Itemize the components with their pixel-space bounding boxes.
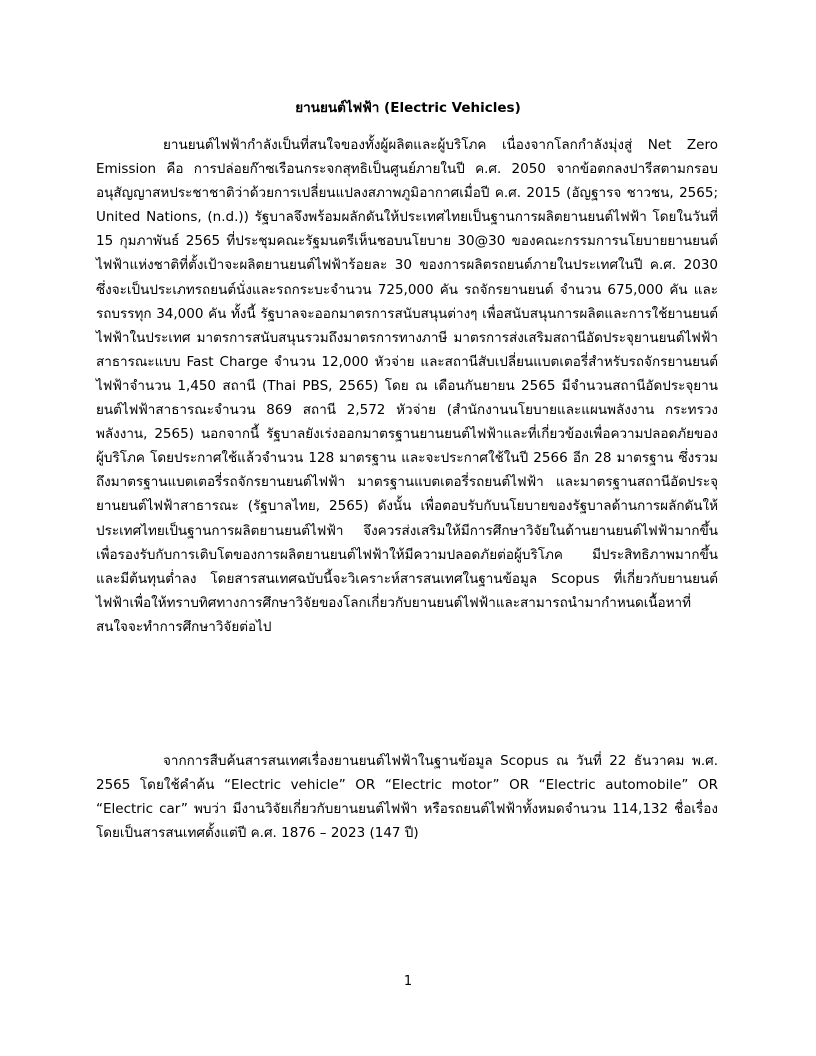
page-number: 1 — [403, 974, 413, 989]
body-paragraph-intro: ยานยนต์ไฟฟ้ากำลังเป็นที่สนใจของทั้งผู้ผลิตและผู้บริโภค เนื่องจากโลกกำลังมุ่งสู่ Net Zero Emission คือ การปล่อยก๊าซเรือนกระจกสุทธิเป็นศูนย์ภายในปี ค.ศ. 2050 จากข้อตกลงปารีสตามกรอบอนุสัญญาสหประชาชาติว่าด้วยการเปลี่ยนแปลงสภาพภูมิอากาศเมื่อปี ค.ศ. 2015 (อัญฐารจ ชาวชน, 2565; United Nations, (n.d.)) รัฐบาลจึงพร้อมผลักดันให้ประเทศไทยเป็นฐานการผลิตยานยนต์ไฟฟ้า โดยในวันที่ 15 กุมภาพันธ์ 2565 ที่ประชุมคณะรัฐมนตรีเห็นชอบนโยบาย 30@30 ของคณะกรรมการนโยบายยานยนต์ไฟฟ้าแห่งชาติที่ตั้งเป้าจะผลิตยานยนต์ไฟฟ้าร้อยละ 30 ของการผลิตรถยนต์ภายในประเทศในปี ค.ศ. 2030 ซึ่งจะเป็นประเภทรถยนต์นั่งและรถกระบะจำนวน 725,000 คัน รถจักรยานยนต์ จำนวน 675,000 คัน และรถบรรทุก 34,000 คัน ทั้งนี้ รัฐบาลจะออกมาตรการสนับสนุนต่างๆ เพื่อสนับสนุนการผลิตและการใช้ยานยนต์ไฟฟ้าในประเทศ มาตรการสนับสนุนรวมถึงมาตรการทางภาษี มาตรการส่งเสริมสถานีอัดประจุยานยนต์ไฟฟ้าสาธารณะแบบ Fast Charge จำนวน 12,000 หัวจ่าย และสถานีสับเปลี่ยนแบตเตอรี่สำหรับรถจักรยานยนต์ไฟฟ้าจำนวน 1,450 สถานี (Thai PBS, 2565) โดย ณ เดือนกันยายน 2565 มีจำนวนสถานีอัดประจุยานยนต์ไฟฟ้าสาธารณะจำนวน 869 สถานี 2,572 หัวจ่าย (สำนักงานนโยบายและแผนพลังงาน กระทรวงพลังงาน, 2565) นอกจากนี้ รัฐบาลยังเร่งออกมาตรฐานยานยนต์ไฟฟ้าและที่เกี่ยวข้องเพื่อความปลอดภัยของผู้บริโภค โดยประกาศใช้แล้วจำนวน 128 มาตรฐาน และจะประกาศใช้ในปี 2566 อีก 28 มาตรฐาน ซึ่งรวมถึงมาตรฐานแบตเตอรี่รถจักรยานยนต์ไฟฟ้า มาตรฐานแบตเตอรี่รถยนต์ไฟฟ้า และมาตรฐานสถานีอัดประจุยานยนต์ไฟฟ้าสาธารณะ (รัฐบาลไทย, 2565) ดังนั้น เพื่อตอบรับกับนโยบายของรัฐบาลด้านการผลักดันให้ประเทศไทยเป็นฐานการผลิตยานยนต์ไฟฟ้า จึงควรส่งเสริมให้มีการศึกษาวิจัยในด้านยานยนต์ไฟฟ้ามากขึ้น เพื่อรองรับกับการเติบโตของการผลิตยานยนต์ไฟฟ้าให้มีความปลอดภัยต่อผู้บริโภค มีประสิทธิภาพมากขึ้น และมีต้นทุนต่ำลง โดยสารสนเทศฉบับนี้จะวิเคราะห์สารสนเทศในฐานข้อมูล Scopus ที่เกี่ยวกับยานยนต์ไฟฟ้าเพื่อให้ทราบทิศทางการศึกษาวิจัยของโลกเกี่ยวกับยานยนต์ไฟฟ้าและสามารถนำมากำหนดเนื้อหาที่สนใจจะทำการศึกษาวิจัยต่อไป — [96, 137, 718, 635]
body-paragraph-search: จากการสืบค้นสารสนเทศเรื่องยานยนต์ไฟฟ้าในฐานข้อมูล Scopus ณ วันที่ 22 ธันวาคม พ.ศ. 2565 โดยใช้คำค้น “Electric vehicle” OR “Electric motor” OR “Electric automobile” OR “Electric car” พบว่า มีงานวิจัยเกี่ยวกับยานยนต์ไฟฟ้า หรือรถยนต์ไฟฟ้าทั้งหมดจำนวน 114,132 ชื่อเรื่อง โดยเป็นสารสนเทศตั้งแต่ปี ค.ศ. 1876 – 2023 (147 ปี) — [96, 753, 718, 842]
page-title: ยานยนต์ไฟฟ้า (Electric Vehicles) — [295, 100, 521, 116]
